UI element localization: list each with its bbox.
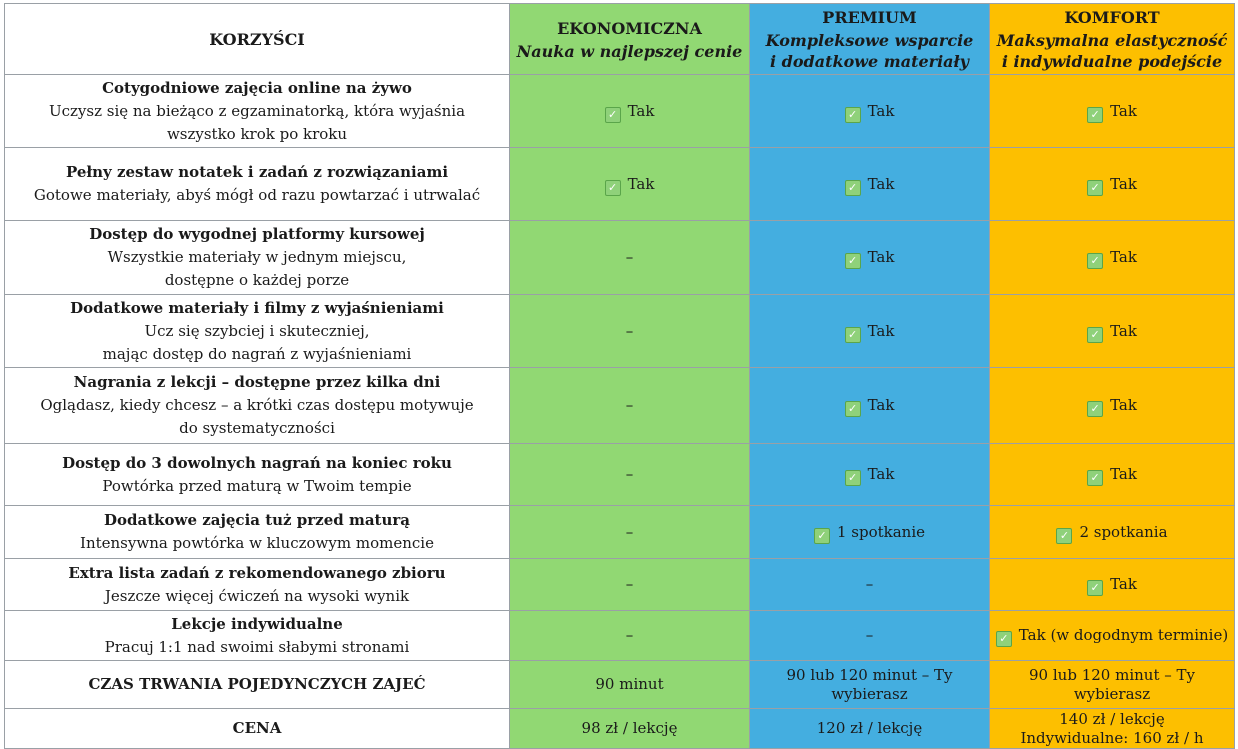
plan-cell-ekonomiczna	[510, 75, 750, 148]
included-value: Tak	[627, 174, 655, 193]
feature-description: Oglądasz, kiedy chcesz – a krótki czas dostępu motywuje	[40, 396, 474, 414]
feature-description: dostępne o każdej porze	[164, 271, 350, 289]
not-included-dash: –	[625, 396, 634, 414]
plan-subtitle: i indywidualne podejście	[1001, 52, 1223, 71]
check-box-icon: ✓	[845, 327, 861, 343]
plan-subtitle: i dodatkowe materiały	[770, 52, 969, 71]
included-value: Tak	[1110, 321, 1137, 340]
plan-name: KOMFORT	[1064, 8, 1160, 27]
feature-description: Intensywna powtórka w kluczowym momencie	[80, 534, 434, 552]
included-value: Tak	[867, 101, 895, 120]
not-included-dash: –	[625, 248, 634, 266]
included-value: Tak	[867, 248, 895, 266]
not-included-dash: –	[865, 626, 874, 644]
included-value: Tak	[867, 321, 895, 340]
check-box-icon: ✓	[605, 107, 621, 123]
price-ekonomiczna	[510, 709, 750, 749]
duration-label: CZAS TRWANIA POJEDYNCZYCH ZAJEĆ	[5, 661, 510, 709]
included-value: Tak	[1110, 465, 1137, 483]
not-included-dash: –	[625, 321, 634, 340]
feature-title: Pełny zestaw notatek i zadań z rozwiązaniami	[65, 163, 449, 181]
feature-description: Gotowe materiały, abyś mógł od razu powtarzać i utrwalać	[33, 186, 481, 204]
price-komfort	[990, 709, 1235, 749]
not-included-dash: –	[625, 465, 634, 483]
plan-cell-komfort	[990, 368, 1235, 444]
feature-description: Ucz się szybciej i skuteczniej,	[144, 321, 370, 340]
plan-cell-premium	[750, 368, 990, 444]
included-value: Tak (w dogodnym terminie)	[1018, 626, 1229, 644]
feature-description: mając dostęp do nagrań z wyjaśnieniami	[102, 344, 412, 363]
included-value: Tak	[1110, 101, 1137, 120]
check-box-icon: ✓	[1087, 470, 1103, 486]
check-box-icon: ✓	[1087, 253, 1103, 269]
included-value: Tak	[1110, 396, 1137, 414]
duration-row	[5, 661, 1235, 709]
feature-cell	[5, 559, 510, 611]
price-value: 120 zł / lekcję	[816, 719, 923, 737]
feature-description: Powtórka przed maturą w Twoim tempie	[102, 476, 412, 495]
plan-cell-ekonomiczna	[510, 506, 750, 559]
header-row	[5, 4, 1235, 75]
check-box-icon: ✓	[845, 180, 861, 196]
duration-value: 90 minut	[595, 675, 664, 693]
feature-title: Cotygodniowe zajęcia online na żywo	[102, 78, 412, 97]
plan-cell-premium	[750, 295, 990, 368]
plan-name: EKONOMICZNA	[557, 18, 702, 38]
duration-premium	[750, 661, 990, 709]
plan-subtitle: Nauka w najlepszej cenie	[516, 41, 743, 61]
check-box-icon: ✓	[996, 631, 1012, 647]
plan-subtitle: Kompleksowe wsparcie	[765, 31, 974, 50]
plan-cell-komfort	[990, 295, 1235, 368]
feature-cell	[5, 75, 510, 148]
feature-row	[5, 221, 1235, 295]
plan-cell-premium	[750, 559, 990, 611]
feature-title: Dostęp do wygodnej platformy kursowej	[89, 225, 425, 243]
price-value: Indywidualne: 160 zł / h	[1020, 728, 1204, 747]
check-box-icon: ✓	[845, 107, 861, 123]
check-box-icon: ✓	[1056, 528, 1072, 544]
price-premium	[750, 709, 990, 749]
check-box-icon: ✓	[1087, 580, 1103, 596]
feature-description: do systematyczności	[179, 419, 335, 437]
plan-cell-ekonomiczna	[510, 611, 750, 661]
plan-cell-komfort	[990, 75, 1235, 148]
plan-cell-premium	[750, 221, 990, 295]
plan-cell-premium	[750, 75, 990, 148]
plan-cell-komfort	[990, 148, 1235, 221]
plan-header-ekonomiczna	[510, 4, 750, 75]
plan-name: PREMIUM	[822, 8, 917, 27]
feature-row	[5, 148, 1235, 221]
duration-value: wybierasz	[831, 684, 908, 703]
feature-title: Nagrania z lekcji – dostępne przez kilka dni	[73, 373, 441, 391]
plan-header-premium	[750, 4, 990, 75]
included-value: Tak	[867, 174, 895, 193]
benefits-header: KORZYŚCI	[5, 4, 510, 75]
plan-cell-premium	[750, 148, 990, 221]
plan-cell-ekonomiczna	[510, 221, 750, 295]
price-value: 140 zł / lekcję	[1059, 709, 1165, 728]
not-included-dash: –	[625, 575, 634, 593]
feature-cell	[5, 221, 510, 295]
plan-subtitle: Maksymalna elastyczność	[996, 31, 1228, 50]
feature-title: Dostęp do 3 dowolnych nagrań na koniec roku	[62, 453, 452, 472]
check-box-icon: ✓	[845, 401, 861, 417]
check-box-icon: ✓	[1087, 401, 1103, 417]
feature-cell	[5, 506, 510, 559]
feature-title: Dodatkowe materiały i filmy z wyjaśnieniami	[70, 298, 444, 317]
plan-cell-premium	[750, 611, 990, 661]
included-value: Tak	[1110, 174, 1137, 193]
plan-cell-komfort	[990, 221, 1235, 295]
feature-row	[5, 611, 1235, 661]
check-box-icon: ✓	[845, 253, 861, 269]
plan-cell-komfort	[990, 506, 1235, 559]
feature-cell	[5, 295, 510, 368]
included-value: Tak	[627, 101, 655, 120]
check-box-icon: ✓	[1087, 107, 1103, 123]
check-box-icon: ✓	[605, 180, 621, 196]
feature-description: Wszystkie materiały w jednym miejscu,	[107, 248, 407, 266]
not-included-dash: –	[625, 626, 634, 644]
plan-cell-komfort	[990, 444, 1235, 506]
price-row	[5, 709, 1235, 749]
feature-cell	[5, 368, 510, 444]
check-box-icon: ✓	[814, 528, 830, 544]
duration-komfort	[990, 661, 1235, 709]
price-label: CENA	[5, 709, 510, 749]
plan-cell-ekonomiczna	[510, 295, 750, 368]
feature-row	[5, 559, 1235, 611]
duration-value: 90 lub 120 minut – Ty	[786, 665, 953, 684]
price-value: 98 zł / lekcję	[581, 719, 678, 737]
feature-description: Uczysz się na bieżąco z egzaminatorką, która wyjaśnia	[48, 101, 466, 120]
feature-row	[5, 368, 1235, 444]
plan-cell-komfort	[990, 559, 1235, 611]
feature-cell	[5, 611, 510, 661]
plan-cell-premium	[750, 506, 990, 559]
plan-cell-ekonomiczna	[510, 368, 750, 444]
feature-row	[5, 506, 1235, 559]
feature-title: Extra lista zadań z rekomendowanego zbioru	[68, 563, 446, 582]
feature-cell	[5, 148, 510, 221]
plan-cell-ekonomiczna	[510, 444, 750, 506]
feature-rows	[5, 75, 1235, 661]
included-value: Tak	[1110, 248, 1137, 266]
check-box-icon: ✓	[1087, 327, 1103, 343]
included-value: 1 spotkanie	[836, 522, 926, 541]
feature-title: Dodatkowe zajęcia tuż przed maturą	[104, 511, 410, 529]
feature-row	[5, 75, 1235, 148]
feature-description: Pracuj 1:1 nad swoimi słabymi stronami	[104, 637, 410, 656]
included-value: Tak	[867, 465, 895, 483]
feature-description: Jeszcze więcej ćwiczeń na wysoki wynik	[104, 586, 410, 605]
included-value: Tak	[867, 396, 895, 414]
plan-cell-premium	[750, 444, 990, 506]
check-box-icon: ✓	[845, 470, 861, 486]
feature-description: wszystko krok po kroku	[166, 124, 348, 143]
not-included-dash: –	[625, 522, 634, 541]
not-included-dash: –	[865, 575, 874, 593]
included-value: 2 spotkania	[1079, 522, 1168, 541]
included-value: Tak	[1110, 575, 1137, 593]
feature-row	[5, 295, 1235, 368]
duration-ekonomiczna	[510, 661, 750, 709]
check-box-icon: ✓	[1087, 180, 1103, 196]
duration-value: 90 lub 120 minut – Ty wybierasz	[1029, 665, 1195, 703]
plan-cell-ekonomiczna	[510, 148, 750, 221]
feature-row	[5, 444, 1235, 506]
plan-cell-ekonomiczna	[510, 559, 750, 611]
plan-cell-komfort	[990, 611, 1235, 661]
pricing-table	[4, 3, 1235, 749]
feature-title: Lekcje indywidualne	[171, 614, 343, 633]
plan-header-komfort	[990, 4, 1235, 75]
feature-cell	[5, 444, 510, 506]
